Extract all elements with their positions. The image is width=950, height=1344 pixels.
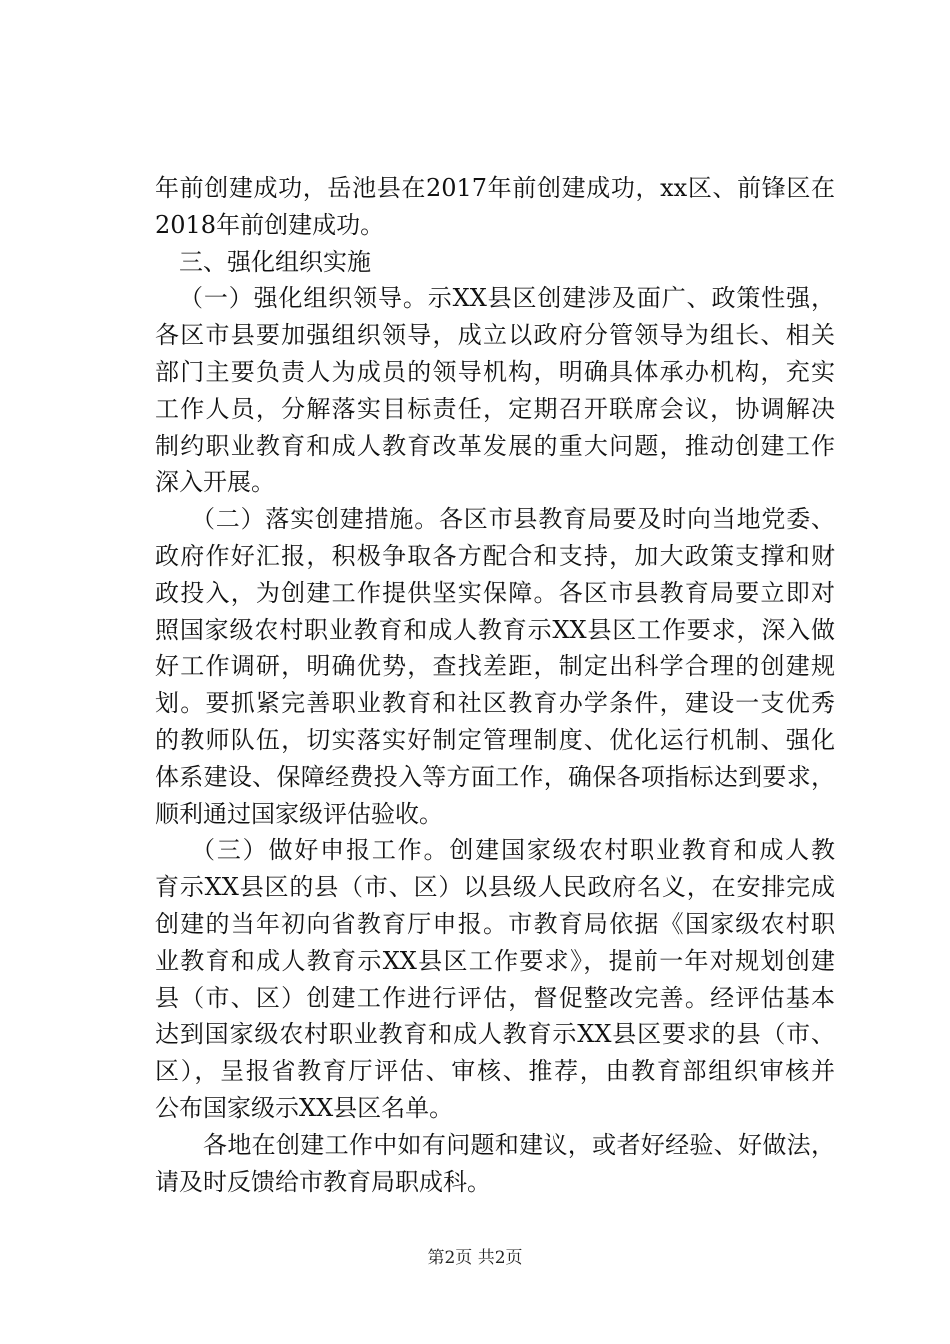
text-line: （二）落实创建措施。各区市县教育局要及时向当地党委、 — [191, 505, 835, 534]
text-line: 2018年前创建成功。 — [155, 210, 385, 239]
text-line: （一）强化组织领导。示XX县区创建涉及面广、政策性强， — [179, 284, 835, 313]
text-line: 公布国家级示XX县区名单。 — [155, 1093, 454, 1122]
text-line: 的教师队伍，切实落实好制定管理制度、优化运行机制、强化 — [155, 725, 835, 754]
text-line: 好工作调研，明确优势，查找差距，制定出科学合理的创建规 — [155, 652, 835, 681]
text-line: 各地在创建工作中如有问题和建议，或者好经验、好做法， — [203, 1130, 835, 1159]
text-line: 划。要抓紧完善职业教育和社区教育办学条件，建设一支优秀 — [155, 689, 835, 718]
text-line: 县（市、区）创建工作进行评估，督促整改完善。经评估基本 — [155, 983, 835, 1012]
text-line: 业教育和成人教育示XX县区工作要求》，提前一年对规划创建 — [155, 946, 835, 975]
text-line: 请及时反馈给市教育局职成科。 — [155, 1167, 491, 1196]
text-line: 创建的当年初向省教育厅申报。市教育局依据《国家级农村职 — [155, 909, 835, 938]
text-line: 达到国家级农村职业教育和成人教育示XX县区要求的县（市、 — [155, 1020, 835, 1049]
text-line: 区），呈报省教育厅评估、审核、推荐，由教育部组织审核并 — [155, 1057, 835, 1086]
text-line: 政投入，为创建工作提供坚实保障。各区市县教育局要立即对 — [155, 578, 835, 607]
text-line: 顺利通过国家级评估验收。 — [155, 799, 443, 828]
text-line: 年前创建成功，岳池县在2017年前创建成功，xx区、前锋区在 — [155, 174, 835, 202]
text-line: 制约职业教育和成人教育改革发展的重大问题，推动创建工作 — [155, 431, 835, 460]
text-line: 部门主要负责人为成员的领导机构，明确具体承办机构，充实 — [155, 357, 835, 386]
text-line: 照国家级农村职业教育和成人教育示XX县区工作要求，深入做 — [155, 615, 835, 644]
text-line: 各区市县要加强组织领导，成立以政府分管领导为组长、相关 — [155, 321, 835, 350]
text-line: （三）做好申报工作。创建国家级农村职业教育和成人教 — [191, 836, 835, 865]
text-line: 工作人员，分解落实目标责任，定期召开联席会议，协调解决 — [155, 394, 835, 423]
text-line: 深入开展。 — [155, 468, 275, 497]
text-line: 体系建设、保障经费投入等方面工作，确保各项指标达到要求， — [155, 762, 835, 791]
body-text — [155, 170, 835, 1200]
text-line: 育示XX县区的县（市、区）以县级人民政府名义，在安排完成 — [155, 873, 835, 902]
page-number: 第2页 共2页 — [427, 1248, 523, 1268]
text-line: 政府作好汇报，积极争取各方配合和支持，加大政策支撑和财 — [155, 541, 835, 570]
section-heading: 三、强化组织实施 — [179, 247, 371, 276]
